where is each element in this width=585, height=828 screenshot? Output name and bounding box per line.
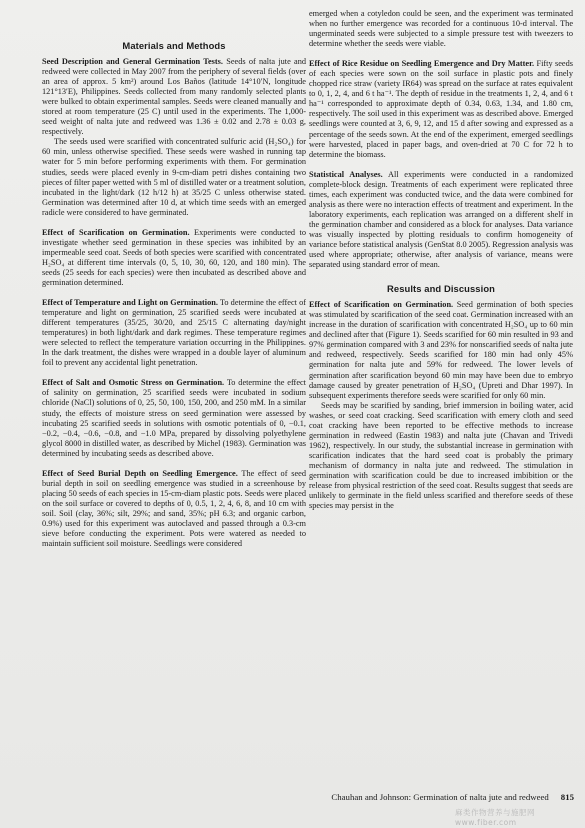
paragraph-text: Seeds may be scarified by sanding, brief immersion in boiling water, acid washes, or seed coat cracking. Seed scarification with emery cloth and seed coat cracking have been reported to be effective methods to increase germination in redweed (Eastin 1983) and nalta jute (Chavan and Trivedi 1962), respectively. In our study, the substantial increase in germination with scarification indicates that the hard seed coat is probably the primary mechanism of dormancy in nalta jute and redweed. The stimulation in germination with scarification could be due to increased imbibition or the release from physical restriction of the seed coat. Results suggest that seeds are unlikely to germinate in the field unless scarified and therefore seeds of these species may persist in the — [309, 400, 573, 511]
paragraph-text: Experiments were conducted to investigate whether seed germination in these species was inhibited by an impermeable seed coat. Seeds of both species were scarified with concentrated H₂SO₄ at different time intervals (0, 5, 10, 30, 60, 120, and 180 min). The seeds (25 seeds for each species) were then incubated as described above and germination determined. — [42, 227, 306, 287]
paragraph-heading: Effect of Temperature and Light on Germination. — [42, 298, 218, 308]
paragraph-text: To determine the effect of temperature and light on germination, 25 scarified seeds were incubated at different temperatures (35/25, 30/20, and 25/15 C alternating day/night temperatures) in both light/dark and dark regimes. These temperature regimes were selected to reflect the temperature variation occurring in the Philippines. In the dark treatment, the dishes were wrapped in a double layer of aluminum foil to prevent any accidental light penetration. — [42, 298, 306, 368]
paragraph-text: The effect of seed burial depth in soil on seedling emergence was studied in a screenhouse by placing 50 seeds of each species in 15-cm-diam plastic pots. Seeds were placed on the soil surface or covered to depths of 0, 0.5, 1, 2, 4, 6, 8, and 10 cm with soil. Soil (clay, 36%; silt, 29%; and sand, 35%; pH 6.3; and organic carbon, 0.9%) used for this experiment was autoclaved and passed through a 0.3-cm sieve before conducting the experiment. Pots were watered as needed to maintain sufficient soil moisture. Seedlings were considered — [42, 468, 306, 549]
paragraph-text: All experiments were conducted in a randomized complete-block design. Treatments of each experiment were replicated three times, each experiment was conducted twice, and the data were combined for analysis as there were no interaction effects of treatment and experiment. In the laboratory experiments, each replication was arranged on a different shelf in the germination chamber and considered as a block for analyses. Data variance was visually inspected by plotting residuals to confirm homogeneity of variance before statistical analysis (GenStat 8.0 2005). Regression analysis was used where appropriate; otherwise, after analysis of variance, means were separated using standard error of mean. — [309, 169, 573, 270]
paragraph — [309, 59, 573, 159]
paragraph — [309, 300, 573, 400]
paragraph — [42, 228, 306, 288]
left-paragraphs — [42, 40, 306, 549]
paragraph-heading: Effect of Rice Residue on Seedling Emergence and Dry Matter. — [309, 59, 535, 69]
paragraph-heading: Seed Description and General Germination Tests. — [42, 57, 223, 66]
paragraph — [42, 469, 306, 549]
paragraph-heading: Effect of Scarification on Germination. — [309, 300, 454, 310]
paragraph — [42, 137, 306, 217]
paragraph-text: To determine the effect of salinity on germination, 25 scarified seeds were incubated in sodium chloride (NaCl) solutions of 0, 25, 50, 100, 150, 200, and 250 mM. In a similar study, the effects of moisture stress on seed germination were assessed by incubating 25 scarified seeds in solutions with osmotic potentials of 0, −0.1, −0.2, −0.4, −0.6, −0.8, and −1.0 MPa, prepared by dissolving polyethylene glycol 8000 in distilled water, as described by Michel (1983). Germination was determined by incubating seeds as described above. — [42, 378, 306, 458]
paragraph-heading: Effect of Salt and Osmotic Stress on Germination. — [42, 378, 225, 388]
paragraph-heading: Effect of Scarification on Germination. — [42, 227, 190, 237]
paragraph — [42, 57, 306, 137]
section-heading-materials-methods: Materials and Methods — [122, 40, 226, 51]
page-number: 815 — [560, 792, 574, 802]
left-column — [42, 40, 306, 559]
right-column — [309, 9, 573, 521]
running-title: Chauhan and Johnson: Germination of nalta jute and redweed — [331, 792, 549, 802]
paragraph-text: Fifty seeds of each species were sown on the soil surface in plastic pots and finely chopped rice straw (variety IR64) was spread on the surface at rates equivalent to 0, 1, 2, 4, and 6 t ha⁻¹. The depth of residue in the treatments 1, 2, 4, and 6 t ha⁻¹ corresponded to approximate depth of 0.34, 0.63, 1.34, and 1.80 cm, respectively. The soil used in this experiment was as described above. Emerged seedlings were counted at 3, 6, 9, 12, and 15 d after sowing and expressed as a percentage of the seeds sown. At the end of the experiment, emerged seedlings were harvested, placed in paper bags, and oven-dried at 70 C for 72 h to determine the biomass. — [309, 59, 573, 159]
paragraph — [309, 9, 573, 49]
paragraph-heading: Effect of Seed Burial Depth on Seedling Emergence. — [42, 468, 238, 478]
paragraph-heading: Statistical Analyses. — [309, 169, 383, 179]
paragraph-text: The seeds used were scarified with concentrated sulfuric acid (H₂SO₄) for 60 min, unless otherwise specified. These seeds were washed in running tap water for 5 min before performing experiments with them. For germination studies, seeds were placed evenly in 9-cm-diam petri dishes containing two pieces of filter paper wetted with 5 ml of distilled water or a treatment solution, incubated in the light/dark (12 h/12 h) at 35/25 C unless otherwise stated. Germination was determined after 10 d, at which time seeds with an emerged radicle were considered to have germinated. — [42, 137, 306, 217]
right-paragraphs-after — [309, 300, 573, 511]
paragraph — [42, 378, 306, 458]
paragraph-text: Seed germination of both species was stimulated by scarification of the seed coat. Germination increased with an increase in the duration of scarification with concentrated H₂SO₄ up to 60 min and declined after that (Figure 1). Seeds scarified for 60 min resulted in 93 and 97% germination compared with 3 and 23% for nonscarified seeds of nalta jute and redweed, respectively. Seeds scarified for 180 min had only 45% germination for nalta jute and 59% for redweed. The lower levels of germination after scarification beyond 60 min may have been due to embryo damage caused by greater penetration of H₂SO₄ (Upreti and Dhar 1997). In subsequent experiments therefore seeds were scarified for only 60 min. — [309, 300, 573, 400]
page-footer — [316, 792, 574, 802]
paragraph-text: Seeds of nalta jute and redweed were collected in May 2007 from the periphery of several fields (over an area of approx. 5 km²) around Los Baños (latitude 14°10′N, longitude 121°13′E), Philippines. Seeds collected from many randomly selected plants were bulked to obtain experimental samples. Seeds were cleaned manually and stored at room temperature (25 C) until used in the experiments. The 1,000-seed weight of nalta jute and redweed was 1.36 ± 0.02 and 2.78 ± 0.03 g, respectively. — [42, 57, 306, 137]
paragraph-text: emerged when a cotyledon could be seen, and the experiment was terminated when no further emergence was recorded for a continuous 10-d interval. The ungerminated seeds were subjected to a simple pressure test with tweezers to determine whether the seeds were viable. — [309, 9, 573, 49]
paragraph — [42, 298, 306, 368]
paragraph — [309, 170, 573, 270]
paragraph — [309, 401, 573, 512]
watermark-text: 麻类作物营养与施肥网 www.fiber.com — [455, 808, 535, 827]
section-heading-results-discussion: Results and Discussion — [387, 283, 495, 295]
right-paragraphs-before — [309, 9, 573, 270]
